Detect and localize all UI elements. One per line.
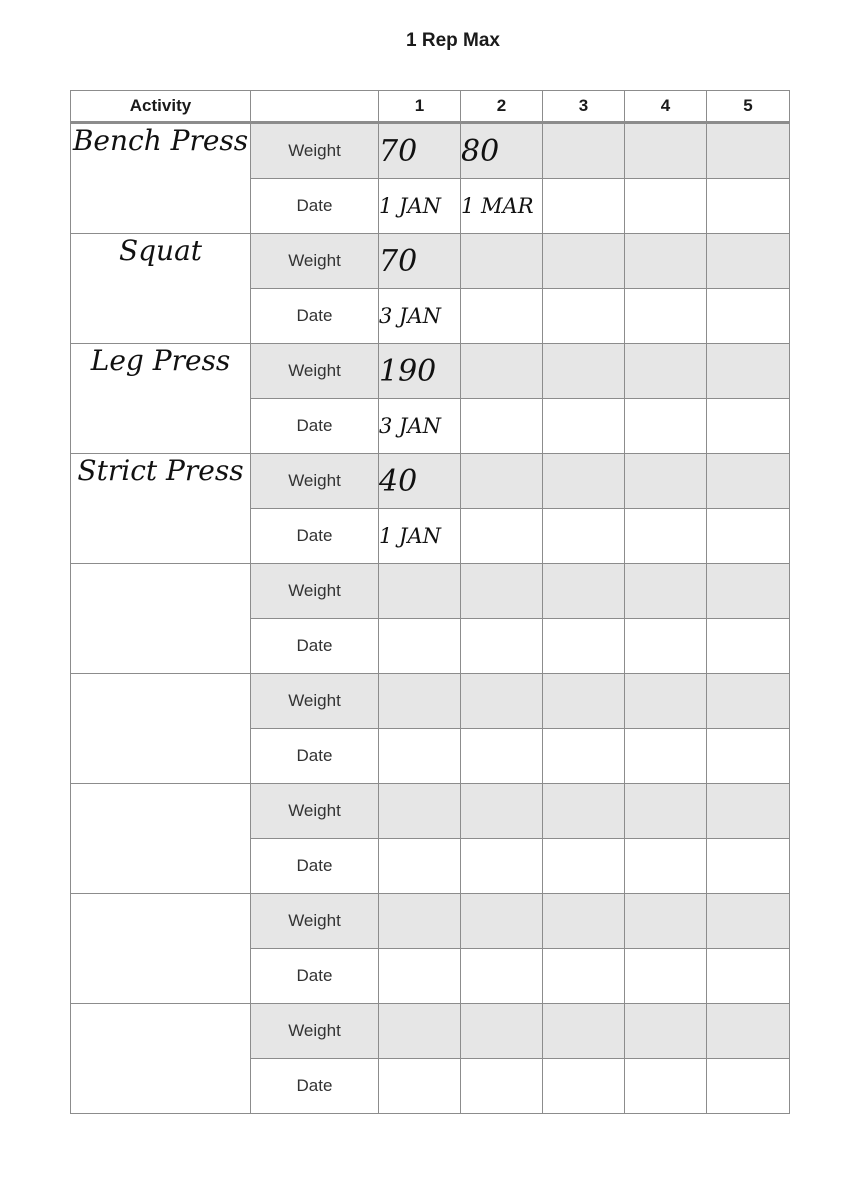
weight-cell[interactable] [707, 784, 790, 839]
weight-cell[interactable] [625, 894, 707, 949]
date-label: Date [251, 1059, 379, 1114]
date-cell[interactable]: 3 JAN [379, 289, 461, 344]
weight-cell[interactable] [379, 1004, 461, 1059]
activity-name: Bench Press [71, 123, 251, 234]
activity-name [71, 894, 251, 1004]
date-cell[interactable] [707, 399, 790, 454]
date-cell[interactable] [707, 839, 790, 894]
weight-cell[interactable] [461, 1004, 543, 1059]
date-cell[interactable] [379, 729, 461, 784]
header-type [251, 91, 379, 123]
weight-cell[interactable] [379, 674, 461, 729]
weight-row [71, 674, 790, 729]
weight-label: Weight [251, 1004, 379, 1059]
weight-cell[interactable] [461, 674, 543, 729]
weight-cell[interactable] [625, 454, 707, 509]
date-cell[interactable] [461, 1059, 543, 1114]
weight-cell[interactable] [543, 894, 625, 949]
date-cell[interactable] [461, 289, 543, 344]
weight-cell[interactable] [543, 784, 625, 839]
header-attempt-3: 3 [543, 91, 625, 123]
weight-row [71, 234, 790, 289]
page-title: 1 Rep Max [406, 30, 500, 51]
date-cell[interactable] [461, 509, 543, 564]
weight-cell[interactable] [707, 344, 790, 399]
date-cell[interactable] [379, 949, 461, 1004]
weight-cell[interactable] [543, 1004, 625, 1059]
weight-row [71, 784, 790, 839]
header-attempt-4: 4 [625, 91, 707, 123]
date-label: Date [251, 399, 379, 454]
date-cell[interactable]: 1 JAN [379, 509, 461, 564]
date-label: Date [251, 289, 379, 344]
date-cell[interactable]: 3 JAN [379, 399, 461, 454]
date-cell[interactable]: 1 JAN [379, 179, 461, 234]
date-cell[interactable] [461, 949, 543, 1004]
weight-cell[interactable]: 70 [379, 123, 461, 179]
date-cell[interactable] [625, 179, 707, 234]
weight-row [71, 344, 790, 399]
date-cell[interactable] [625, 839, 707, 894]
weight-cell[interactable]: 80 [461, 123, 543, 179]
date-cell[interactable] [461, 399, 543, 454]
activity-name [71, 564, 251, 674]
activity-name [71, 784, 251, 894]
header-attempt-5: 5 [707, 91, 790, 123]
date-cell[interactable] [625, 399, 707, 454]
weight-row [71, 894, 790, 949]
weight-cell[interactable] [543, 674, 625, 729]
weight-row [71, 123, 790, 179]
date-cell[interactable] [707, 619, 790, 674]
weight-cell[interactable] [707, 674, 790, 729]
activity-name [71, 1004, 251, 1114]
date-cell[interactable] [543, 179, 625, 234]
activity-name [71, 674, 251, 784]
date-cell[interactable] [543, 289, 625, 344]
date-cell[interactable] [707, 729, 790, 784]
date-cell[interactable] [543, 619, 625, 674]
date-cell[interactable] [543, 509, 625, 564]
activity-name: Leg Press [71, 344, 251, 454]
weight-cell[interactable] [543, 344, 625, 399]
weight-row [71, 454, 790, 509]
weight-label: Weight [251, 784, 379, 839]
weight-cell[interactable] [461, 454, 543, 509]
weight-cell[interactable] [625, 564, 707, 619]
weight-cell[interactable] [543, 454, 625, 509]
date-cell[interactable] [379, 1059, 461, 1114]
date-cell[interactable] [625, 729, 707, 784]
date-label: Date [251, 179, 379, 234]
weight-cell[interactable] [543, 123, 625, 179]
weight-cell[interactable] [379, 894, 461, 949]
date-cell[interactable] [707, 1059, 790, 1114]
rep-max-table [70, 90, 790, 1114]
date-cell[interactable] [625, 289, 707, 344]
date-label: Date [251, 729, 379, 784]
weight-cell[interactable] [625, 234, 707, 289]
weight-cell[interactable] [461, 894, 543, 949]
date-cell[interactable] [625, 1059, 707, 1114]
activity-name: Strict Press [71, 454, 251, 564]
date-cell[interactable] [461, 839, 543, 894]
date-cell[interactable] [543, 949, 625, 1004]
date-cell[interactable] [543, 1059, 625, 1114]
weight-cell[interactable] [707, 1004, 790, 1059]
date-cell[interactable] [707, 949, 790, 1004]
date-cell[interactable] [379, 839, 461, 894]
date-cell[interactable] [707, 509, 790, 564]
header-activity: Activity [71, 91, 251, 123]
weight-row [71, 1004, 790, 1059]
date-cell[interactable] [461, 619, 543, 674]
weight-label: Weight [251, 674, 379, 729]
date-cell[interactable] [625, 509, 707, 564]
header-row [71, 91, 790, 123]
date-cell[interactable] [543, 839, 625, 894]
date-cell[interactable] [543, 729, 625, 784]
date-label: Date [251, 949, 379, 1004]
date-label: Date [251, 839, 379, 894]
weight-cell[interactable] [707, 454, 790, 509]
weight-cell[interactable] [625, 123, 707, 179]
header-attempt-1: 1 [379, 91, 461, 123]
weight-cell[interactable] [625, 1004, 707, 1059]
weight-cell[interactable] [461, 784, 543, 839]
weight-label: Weight [251, 344, 379, 399]
weight-cell[interactable] [543, 234, 625, 289]
date-label: Date [251, 509, 379, 564]
date-cell[interactable]: 1 MAR [461, 179, 543, 234]
weight-cell[interactable]: 190 [379, 344, 461, 399]
weight-cell[interactable] [461, 564, 543, 619]
weight-label: Weight [251, 234, 379, 289]
date-cell[interactable] [543, 399, 625, 454]
activity-name: Squat [71, 234, 251, 344]
date-cell[interactable] [625, 619, 707, 674]
date-cell[interactable] [461, 729, 543, 784]
date-cell[interactable] [707, 289, 790, 344]
date-cell[interactable] [379, 619, 461, 674]
weight-cell[interactable] [707, 234, 790, 289]
weight-cell[interactable] [707, 894, 790, 949]
weight-label: Weight [251, 123, 379, 179]
weight-cell[interactable] [461, 344, 543, 399]
weight-cell[interactable] [707, 123, 790, 179]
header-attempt-2: 2 [461, 91, 543, 123]
weight-label: Weight [251, 454, 379, 509]
weight-label: Weight [251, 564, 379, 619]
date-cell[interactable] [707, 179, 790, 234]
weight-cell[interactable] [625, 784, 707, 839]
weight-cell[interactable] [379, 784, 461, 839]
weight-cell[interactable] [625, 674, 707, 729]
weight-cell[interactable] [461, 234, 543, 289]
weight-cell[interactable] [707, 564, 790, 619]
weight-cell[interactable]: 70 [379, 234, 461, 289]
weight-cell[interactable] [379, 564, 461, 619]
weight-cell[interactable] [625, 344, 707, 399]
weight-row [71, 564, 790, 619]
weight-cell[interactable]: 40 [379, 454, 461, 509]
weight-cell[interactable] [543, 564, 625, 619]
weight-label: Weight [251, 894, 379, 949]
date-label: Date [251, 619, 379, 674]
date-cell[interactable] [625, 949, 707, 1004]
